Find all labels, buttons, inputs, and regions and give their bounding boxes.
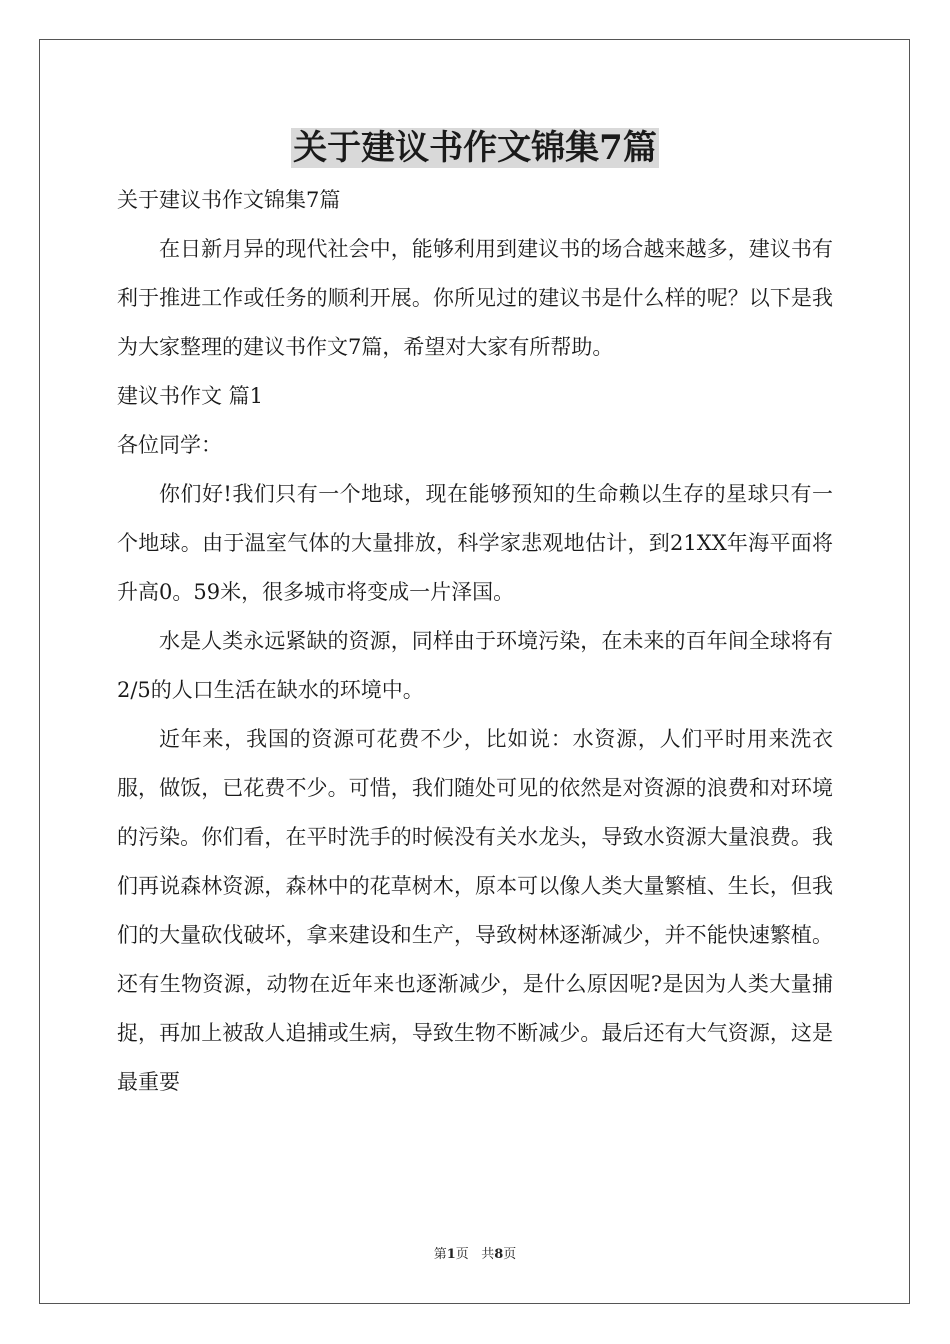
page-prefix: 第: [433, 1247, 447, 1262]
body-paragraph: 水是人类永远紧缺的资源，同样由于环境污染，在未来的百年间全球将有2/5的人口生活在缺水的环境中。: [117, 629, 833, 702]
page-suffix: 页: [455, 1247, 469, 1262]
paragraph-list: [117, 225, 833, 1107]
document-title: [0, 124, 950, 172]
body-paragraph: 你们好!我们只有一个地球，现在能够预知的生命赖以生存的星球只有一个地球。由于温室气体的大量排放，科学家悲观地估计，到21XX年海平面将升高0。59米，很多城市将变成一片泽国。: [117, 482, 833, 604]
total-suffix: 页: [503, 1247, 517, 1262]
document-title-text: 关于建议书作文锦集7篇: [293, 128, 657, 168]
body-paragraph: 在日新月异的现代社会中，能够利用到建议书的场合越来越多，建议书有利于推进工作或任务的顺利开展。你所见过的建议书是什么样的呢？以下是我为大家整理的建议书作文7篇，希望对大家有所帮助。: [117, 237, 833, 359]
total-prefix: 共: [481, 1247, 495, 1262]
document-body: [117, 176, 833, 1107]
total-page-count: 8: [494, 1247, 504, 1262]
body-paragraph: 各位同学：: [117, 433, 222, 457]
body-paragraph: 近年来，我国的资源可花费不少，比如说：水资源，人们平时用来洗衣服，做饭，已花费不少。可惜，我们随处可见的依然是对资源的浪费和对环境的污染。你们看，在平时洗手的时候没有关水龙头，导致水资源大量浪费。我们再说森林资源，森林中的花草树木，原本可以像人类大量繁植、生长，但我们的大量砍伐破坏，拿来建设和生产，导致树林逐渐减少，并不能快速繁植。还有生物资源，动物在近年来也逐渐减少，是什么原因呢?是因为人类大量捕捉，再加上被敌人追捕或生病，导致生物不断减少。最后还有大气资源，这是最重要: [117, 727, 833, 1094]
body-paragraph: 建议书作文 篇1: [117, 384, 264, 408]
document-subtitle: 关于建议书作文锦集7篇: [117, 188, 341, 212]
current-page-number: 1: [446, 1247, 456, 1262]
page-footer: [0, 1246, 950, 1264]
